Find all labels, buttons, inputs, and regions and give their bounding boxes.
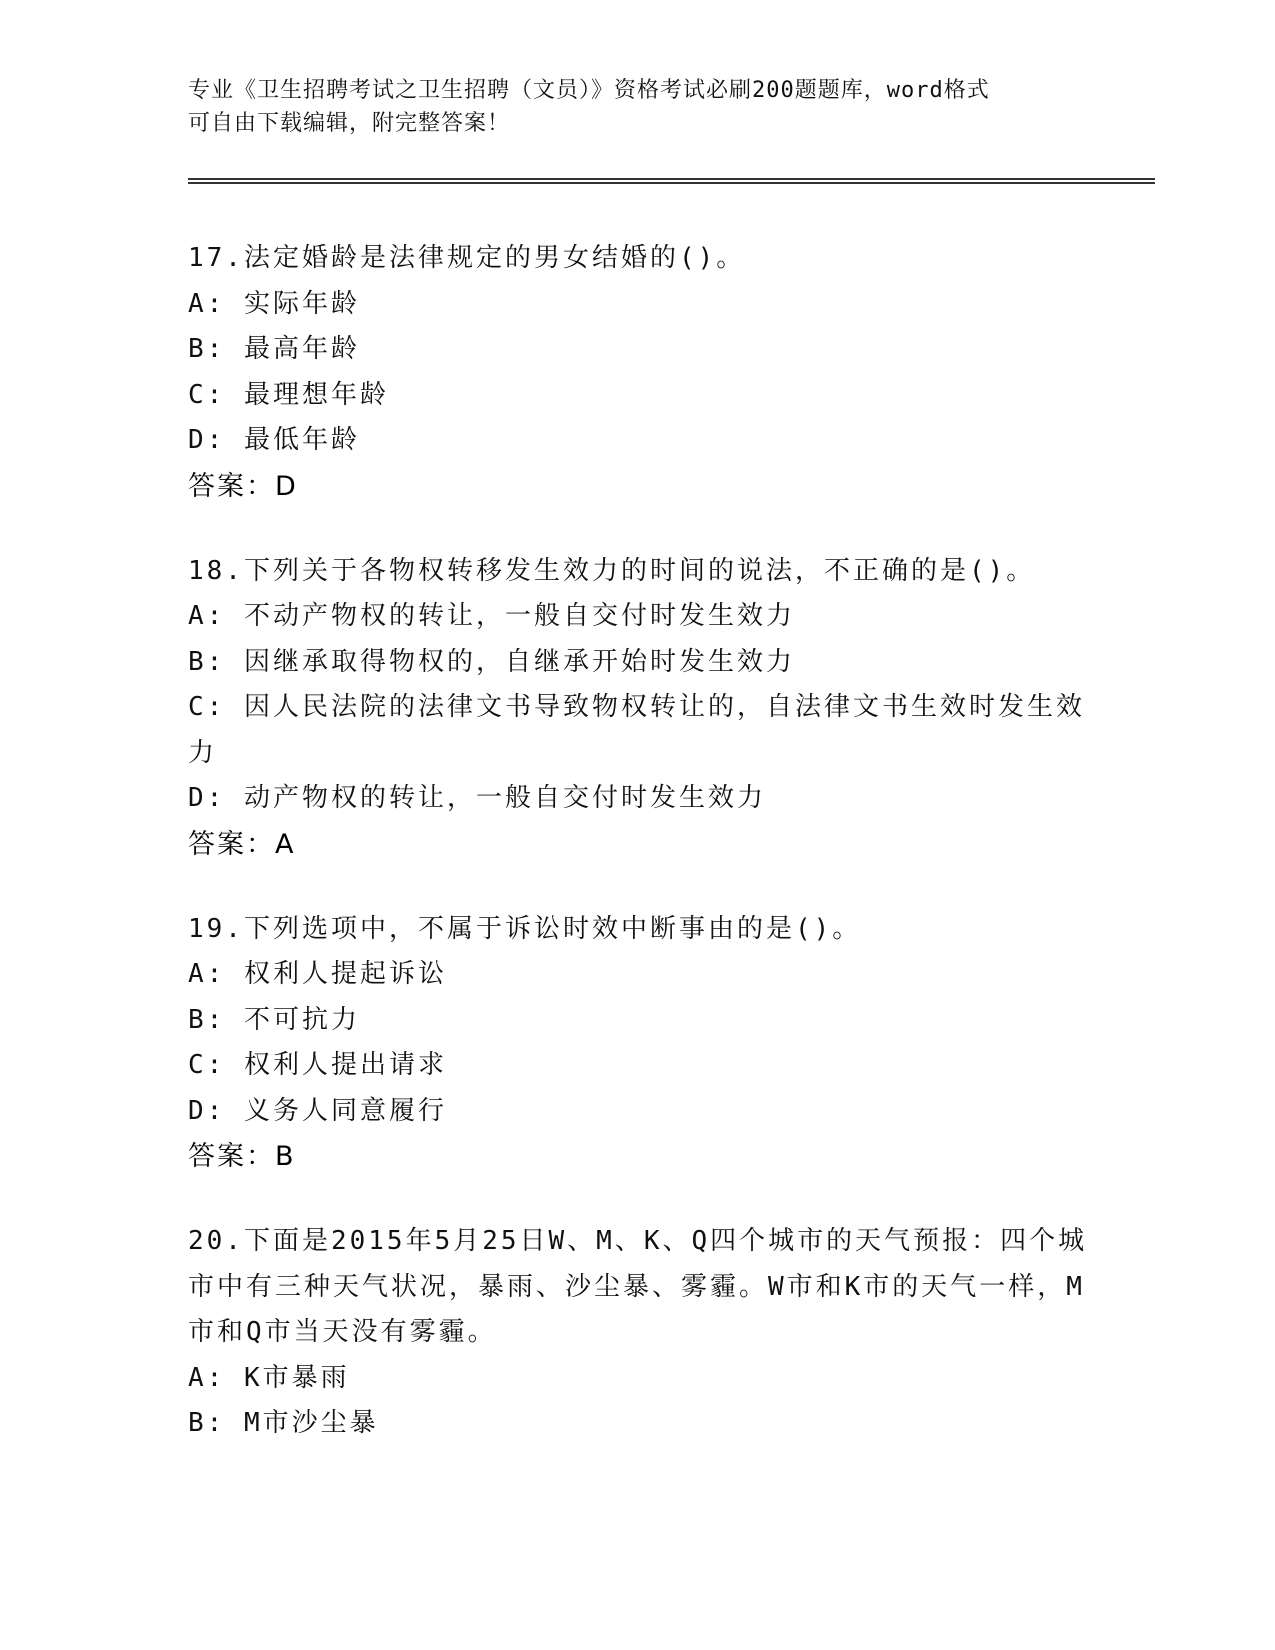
option-c: C: 因人民法院的法律文书导致物权转让的，自法律文书生效时发生效力: [188, 692, 1085, 768]
option-d: D: 义务人同意履行: [188, 1095, 447, 1126]
option-c: C: 权利人提出请求: [188, 1050, 447, 1080]
document-header: [188, 74, 1088, 140]
header-divider: [188, 178, 1155, 184]
question-19: [188, 907, 1088, 1180]
question-stem: 20.下面是2015年5月25日W、M、K、Q四个城市的天气预报：四个城市中有三种天气状况，暴雨、沙尘暴、雾霾。W市和K市的天气一样，M市和Q市当天没有雾霾。: [188, 1226, 1088, 1347]
header-line-2: 可自由下载编辑，附完整答案！: [188, 111, 511, 136]
option-b: B: 最高年龄: [188, 334, 360, 364]
answer-key: 答案：B: [188, 1141, 296, 1172]
option-b: B: 因继承取得物权的，自继承开始时发生效力: [188, 646, 795, 677]
option-b: B: M市沙尘暴: [188, 1408, 379, 1438]
option-a: A: K市暴雨: [188, 1362, 350, 1393]
option-c: C: 最理想年龄: [188, 379, 389, 410]
option-a: A: 权利人提起诉讼: [188, 959, 447, 989]
question-stem: 17.法定婚龄是法律规定的男女结婚的()。: [188, 243, 746, 273]
question-list: [188, 236, 1088, 1487]
question-17: [188, 236, 1088, 509]
question-stem: 19.下列选项中，不属于诉讼时效中断事由的是()。: [188, 913, 862, 944]
option-d: D: 最低年龄: [188, 425, 360, 455]
question-stem: 18.下列关于各物权转移发生效力的时间的说法，不正确的是()。: [188, 555, 1036, 586]
question-18: [188, 549, 1088, 867]
option-a: A: 实际年龄: [188, 288, 360, 319]
answer-key: 答案：A: [188, 828, 296, 860]
answer-key: 答案：D: [188, 470, 298, 502]
question-20: [188, 1219, 1088, 1447]
option-d: D: 动产物权的转让，一般自交付时发生效力: [188, 783, 766, 813]
option-a: A: 不动产物权的转让，一般自交付时发生效力: [188, 601, 795, 631]
option-b: B: 不可抗力: [188, 1004, 360, 1035]
header-line-1: 专业《卫生招聘考试之卫生招聘（文员）》资格考试必刷200题题库，word格式: [188, 78, 990, 103]
